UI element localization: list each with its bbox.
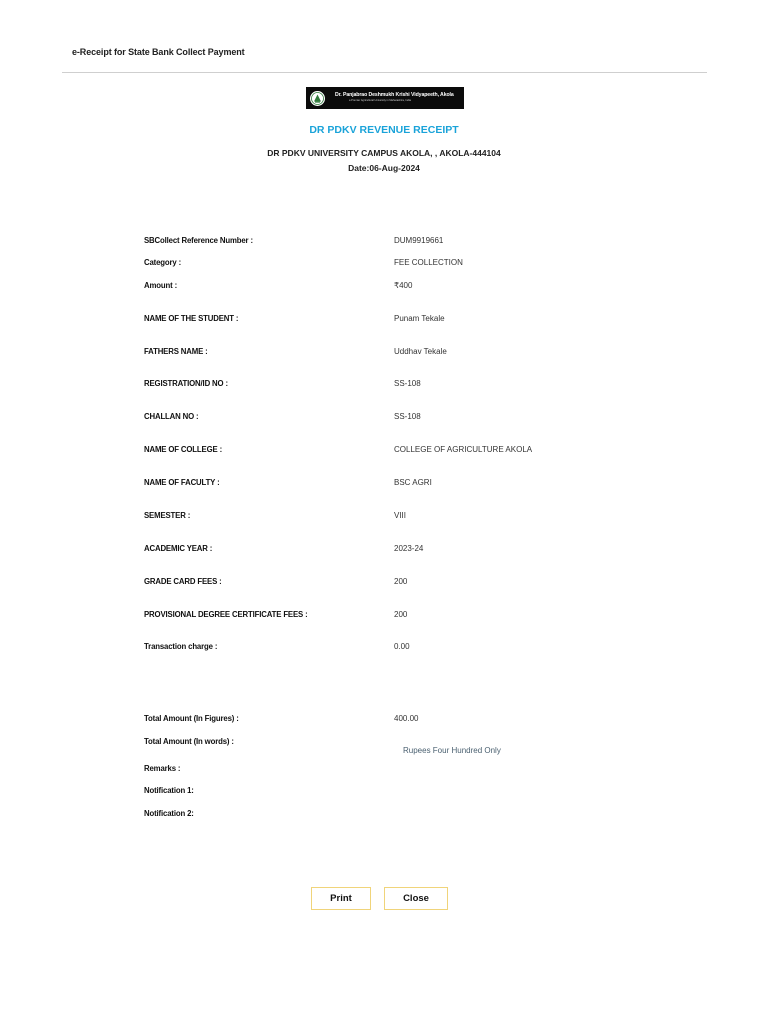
receipt-date: Date:06-Aug-2024 [348,163,420,173]
field-label-registration-id: REGISTRATION/ID NO : [144,379,228,388]
page-header-title: e-Receipt for State Bank Collect Payment [72,47,245,57]
field-label-challan-no: CHALLAN NO : [144,412,199,421]
field-label-reference-number: SBCollect Reference Number : [144,236,253,245]
total-words-value: Rupees Four Hundred Only [403,746,501,755]
close-button[interactable]: Close [384,887,448,910]
receipt-title: DR PDKV REVENUE RECEIPT [309,124,459,136]
total-figures-label: Total Amount (In Figures) : [144,714,239,723]
field-value-transaction-charge: 0.00 [394,642,410,651]
remarks-label: Remarks : [144,764,181,773]
field-label-category: Category : [144,258,182,267]
field-label-student-name: NAME OF THE STUDENT : [144,314,239,323]
notification-2-label: Notification 2: [144,809,194,818]
field-label-faculty-name: NAME OF FACULTY : [144,478,220,487]
field-label-transaction-charge: Transaction charge : [144,642,218,651]
field-value-amount: ₹400 [394,281,413,290]
campus-address: DR PDKV UNIVERSITY CAMPUS AKOLA, , AKOLA-444104 [267,148,501,158]
field-value-provisional-certificate-fees: 200 [394,610,408,619]
field-label-fathers-name: FATHERS NAME : [144,347,208,356]
field-value-student-name: Punam Tekale [394,314,445,323]
field-value-registration-id: SS-108 [394,379,421,388]
field-label-amount: Amount : [144,281,178,290]
university-emblem-icon [310,91,325,106]
total-words-label: Total Amount (In words) : [144,737,234,746]
logo-university-name: Dr. Panjabrao Deshmukh Krishi Vidyapeeth, Akola [335,92,454,99]
field-label-semester: SEMESTER : [144,511,191,520]
university-logo [306,87,464,109]
header-divider [62,72,707,73]
total-figures-value: 400.00 [394,714,419,723]
field-value-academic-year: 2023-24 [394,544,424,553]
field-value-semester: VIII [394,511,407,520]
field-value-faculty-name: BSC AGRI [394,478,432,487]
notification-1-label: Notification 1: [144,786,194,795]
field-label-college-name: NAME OF COLLEGE : [144,445,223,454]
field-label-provisional-certificate-fees: PROVISIONAL DEGREE CERTIFICATE FEES : [144,610,308,619]
field-value-challan-no: SS-108 [394,412,421,421]
field-value-college-name: COLLEGE OF AGRICULTURE AKOLA [394,445,533,454]
field-label-academic-year: ACADEMIC YEAR : [144,544,213,553]
print-button[interactable]: Print [311,887,371,910]
logo-tagline: a Premier Agricultural University in Maharashtra, India [349,99,411,103]
field-label-grade-card-fees: GRADE CARD FEES : [144,577,222,586]
field-value-reference-number: DUM9919661 [394,236,444,245]
field-value-grade-card-fees: 200 [394,577,408,586]
field-value-fathers-name: Uddhav Tekale [394,347,447,356]
field-value-category: FEE COLLECTION [394,258,463,267]
